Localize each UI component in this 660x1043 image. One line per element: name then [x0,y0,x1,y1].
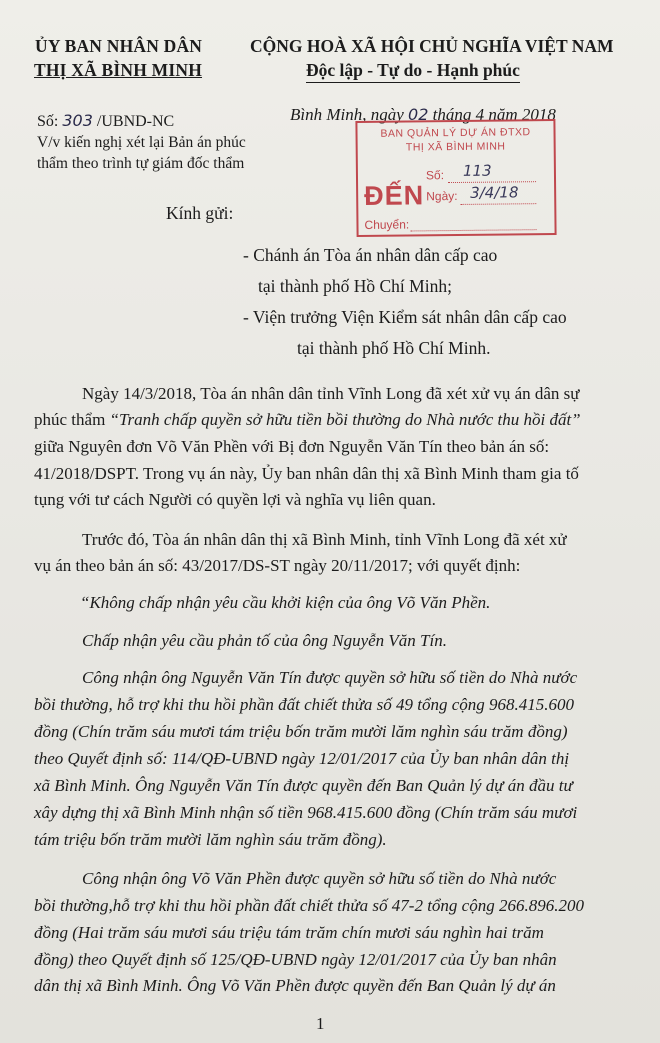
para2-line2: vụ án theo bản án số: 43/2017/DS-ST ngày 20/11/2017; với quyết định: [34,556,521,575]
doc-number-suffix: /UBND-NC [96,113,175,130]
nation-title: CỘNG HOÀ XÃ HỘI CHỦ NGHĨA VIỆT NAM [250,36,614,56]
quote4-line4: đồng) theo Quyết định số 125/QĐ-UBND ngày 12/01/2017 của Ủy ban nhân [34,950,557,969]
date-suffix: tháng 4 năm 2018 [432,105,556,124]
recipient1-line1: - Chánh án Tòa án nhân dân cấp cao [243,245,498,265]
para1-line1: Ngày 14/3/2018, Tòa án nhân dân tỉnh Vĩnh Long đã xét xử vụ án dân sự [82,384,580,403]
subject-line2: thẩm theo trình tự giám đốc thẩm [37,155,245,172]
quote4-line2: bồi thường,hỗ trợ khi thu hồi phần đất chiết thửa số 47-2 tổng cộng 266.896.200 [34,896,584,915]
quote3-line3: đồng (Chín trăm sáu mươi tám triệu bốn trăm mười lăm nghìn sáu trăm đồng) [34,722,568,741]
received-stamp [355,119,556,237]
date-day-handwritten: 02 [408,105,429,124]
doc-number-handwritten: 303 [62,111,93,130]
stamp-line1: BAN QUẢN LÝ DỰ ÁN ĐTXD [380,126,531,140]
quote3-line6: xây dựng thị xã Bình Minh nhận số tiền 968.415.600 đồng (Chín trăm sáu mươi [34,803,578,822]
para1-line4: 41/2018/DSPT. Trong vụ án này, Ủy ban nhân dân thị xã Bình Minh tham gia tố [34,464,579,483]
recipient1-line2: tại thành phố Hồ Chí Minh; [258,276,452,296]
quote-line2: Chấp nhận yêu cầu phản tố của ông Nguyễn Văn Tín. [82,631,447,650]
stamp-chuyen-dots [411,229,537,231]
stamp-chuyen-label: Chuyển: [364,217,410,232]
quote4-line1: Công nhận ông Võ Văn Phền được quyền sở hữu số tiền do Nhà nước [82,869,557,888]
stamp-line2: THỊ XÃ BÌNH MINH [405,140,506,154]
document-number [37,111,174,131]
nation-motto: Độc lập - Tự do - Hạnh phúc [306,60,520,83]
stamp-ngay-dots [460,203,536,205]
org-name-line1: ỦY BAN NHÂN DÂN [35,36,203,56]
para1-line2-plain: phúc thẩm [34,410,110,429]
quote-line1: “Không chấp nhận yêu cầu khởi kiện của ông Võ Văn Phền. [80,593,491,612]
para1-line3: giữa Nguyên đơn Võ Văn Phền với Bị đơn Nguyễn Văn Tín theo bản án số: [34,437,550,456]
date-prefix: Bình Minh, ngày [290,105,404,124]
org-name-line2: THỊ XÃ BÌNH MINH [34,60,203,80]
stamp-so-label: Số: [425,168,445,183]
quote4-line3: đồng (Hai trăm sáu mươi sáu triệu tám trăm chín mươi sáu nghìn hai trăm [34,923,544,942]
stamp-ngay-value: 3/4/18 [470,183,519,202]
para1-line5: tụng với tư cách Người có quyền lợi và nghĩa vụ liên quan. [34,490,436,509]
quote3-line4: theo Quyết định số: 114/QĐ-UBND ngày 12/01/2017 của Ủy ban nhân dân thị [34,749,570,768]
quote3-line5: xã Bình Minh. Ông Nguyễn Văn Tín được quyền đến Ban Quản lý dự án đầu tư [34,776,573,795]
stamp-ngay-label: Ngày: [426,188,458,204]
subject-line1: V/v kiến nghị xét lại Bản án phúc [37,134,246,151]
recipient2-line1: - Viện trưởng Viện Kiểm sát nhân dân cấp cao [243,307,567,327]
stamp-so-value: 113 [462,161,492,180]
quote4-line5: dân thị xã Bình Minh. Ông Võ Văn Phền được quyền đến Ban Quản lý dự án [34,976,556,995]
quote3-line2: bồi thường, hỗ trợ khi thu hồi phần đất chiết thửa số 49 tổng cộng 968.415.600 [34,695,575,714]
para2-line1: Trước đó, Tòa án nhân dân thị xã Bình Minh, tỉnh Vĩnh Long đã xét xử [82,530,567,549]
para1-case-title: “Tranh chấp quyền sở hữu tiền bồi thường do Nhà nước thu hồi đất” [109,410,581,429]
para1-line2 [34,406,581,434]
recipient2-line2: tại thành phố Hồ Chí Minh. [297,338,491,358]
page-number: 1 [316,1014,325,1033]
doc-number-prefix: Số: [37,113,59,130]
stamp-den: ĐẾN [364,180,425,211]
quote3-line1: Công nhận ông Nguyễn Văn Tín được quyền sở hữu số tiền do Nhà nước [82,668,578,687]
greeting: Kính gửi: [166,203,234,223]
quote3-line7: tám triệu bốn trăm mười lăm nghìn sáu trăm đồng). [34,830,387,849]
